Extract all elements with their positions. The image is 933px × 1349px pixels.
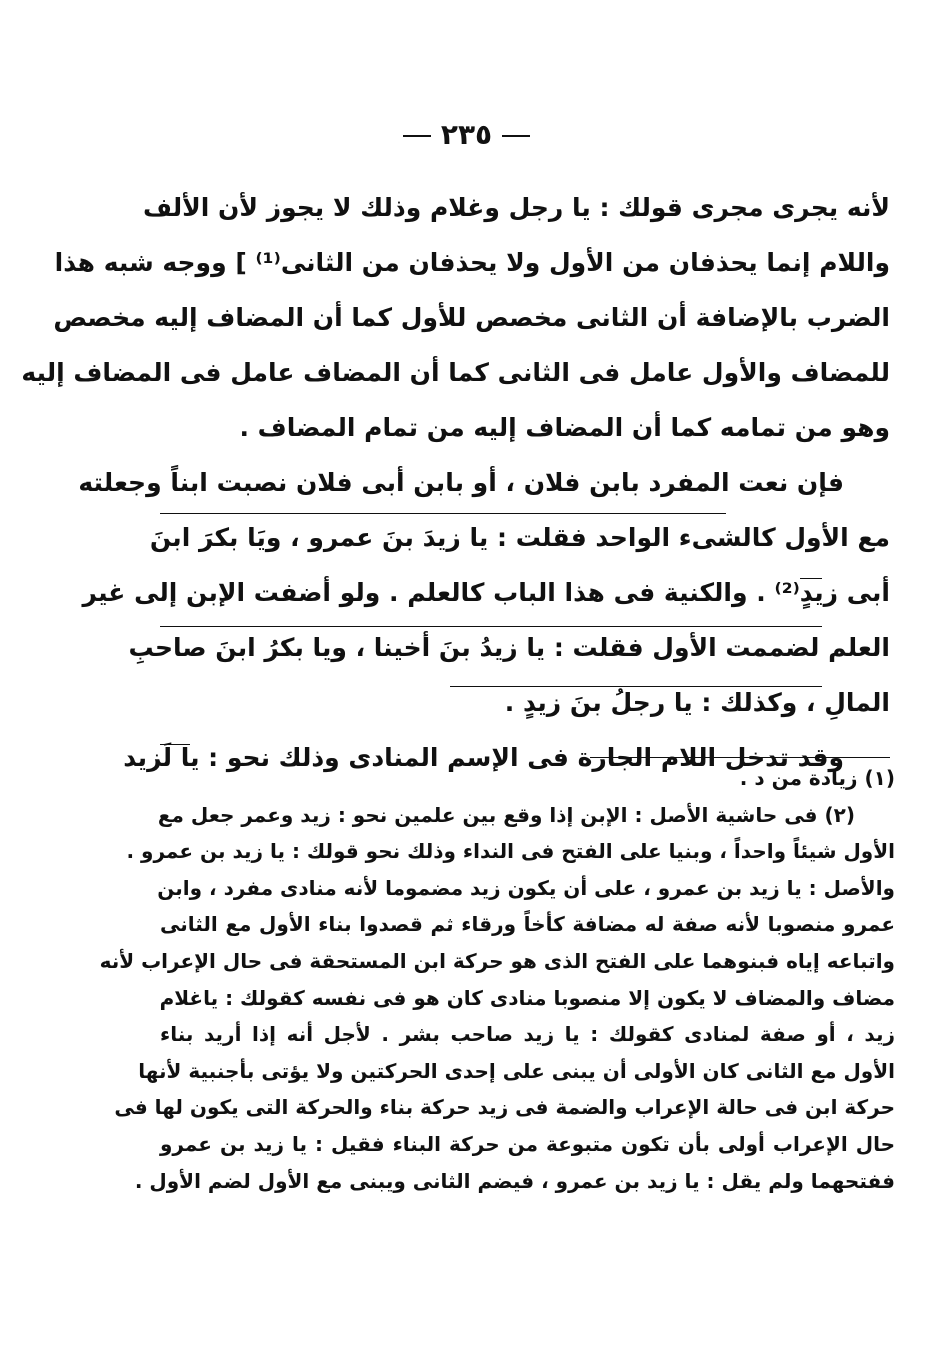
footnotes <box>99 760 895 1199</box>
main-line: وقد تدخل اللام الجارة فى الإسم المنادى وذلك نحو : يا لَزيد <box>123 743 844 772</box>
footnote-line: مضاف والمضاف لا يكون إلا منصوبا منادى كان هو فى نفسه كقولك : ياغلام <box>159 985 895 1010</box>
footnote-line: الأول مع الثانى كان الأولى أن يبنى على إحدى الحركتين ولا يؤتى بأجنبية لأنها <box>138 1058 895 1083</box>
left-dash <box>403 135 431 137</box>
footnote-line: حركة ابن فى حالة الإعراب والضمة فى زيد حركة بناء والحركة التى يكون لها فى <box>114 1095 895 1120</box>
main-text <box>21 180 890 785</box>
footnote-line: (١) زيادة من د . <box>739 766 895 790</box>
page-number-text: ٢٣٥ <box>440 118 493 151</box>
main-line: وهو من تمامه كما أن المضاف إليه من تمام المضاف . <box>239 413 890 442</box>
footnote-line: حال الإعراب أولى بأن تكون متبوعة من حركة البناء فقيل : يا زيد بن عمرو <box>160 1131 895 1156</box>
footnote-line: واتباعه إياه فبنوهما على الفتح الذى هو حركة ابن المستحقة فى حال الإعراب لأنه <box>99 948 895 973</box>
footnote-line: زيد ، أو صفة لمنادى كقولك : يا زيد صاحب بشر . لأجل أنه إذا أريد بناء <box>160 1022 895 1047</box>
right-dash <box>502 135 530 137</box>
main-line: الضرب بالإضافة أن الثانى مخصص للأول كما أن المضاف إليه مخصص <box>53 303 890 332</box>
footnote-line: عمرو منصوبا لأنه صفة له مضافة كأخاً ورقاء ثم قصدوا بناء الأول مع الثانى <box>160 912 895 937</box>
underline-rule <box>160 744 190 745</box>
footnote-divider <box>590 757 890 758</box>
main-line: واللام إنما يحذفان من الأول ولا يحذفان من الثانى⁽¹⁾ ] ووجه شبه هذا <box>54 248 890 277</box>
underline-rule <box>800 578 822 579</box>
footnote-line: والأصل : يا زيد بن عمرو ، على أن يكون زيد مضموما لأنه منادى مفرد ، وابن <box>157 875 895 900</box>
page-number <box>0 118 933 151</box>
footnote-line: الأول شيئاً واحداً ، وبنيا على الفتح فى النداء وذلك نحو قولك : يا زيد بن عمرو . <box>126 839 895 864</box>
main-line: للمضاف والأول عامل فى الثانى كما أن المضاف عامل فى المضاف إليه <box>21 358 890 387</box>
footnote-line: ففتحهما ولم يقل : يا زيد بن عمرو ، فيضم الثانى ويبنى مع الأول لضم الأول . <box>134 1168 895 1193</box>
main-line: فإن نعت المفرد بابن فلان ، أو بابن أبى فلان نصبت ابناً وجعلته <box>78 468 844 497</box>
main-line: مع الأول كالشىء الواحد فقلت : يا زيدَ بنَ عمرو ، ويَا بكرَ ابنَ <box>149 523 890 552</box>
main-line: العلم لضممت الأول فقلت : يا زيدُ بنَ أخينا ، ويا بكرُ ابنَ صاحبِ <box>128 633 890 662</box>
footnote-line: (٢) فى حاشية الأصل : الإبن إذا وقع بين علمين نحو : زيد وعمر جعل مع <box>157 802 855 827</box>
main-line: لأنه يجرى مجرى قولك : يا رجل وغلام وذلك لا يجوز لأن الألف <box>143 193 890 222</box>
main-line: المالِ ، وكذلك : يا رجلُ بنَ زيدٍ . <box>504 688 890 717</box>
underline-rule <box>160 626 822 627</box>
underline-rule <box>450 686 822 687</box>
main-line: أبى زيدٍ⁽²⁾ . والكنية فى هذا الباب كالعلم . ولو أضفت الإبن إلى غير <box>82 578 890 607</box>
underline-rule <box>160 513 726 514</box>
